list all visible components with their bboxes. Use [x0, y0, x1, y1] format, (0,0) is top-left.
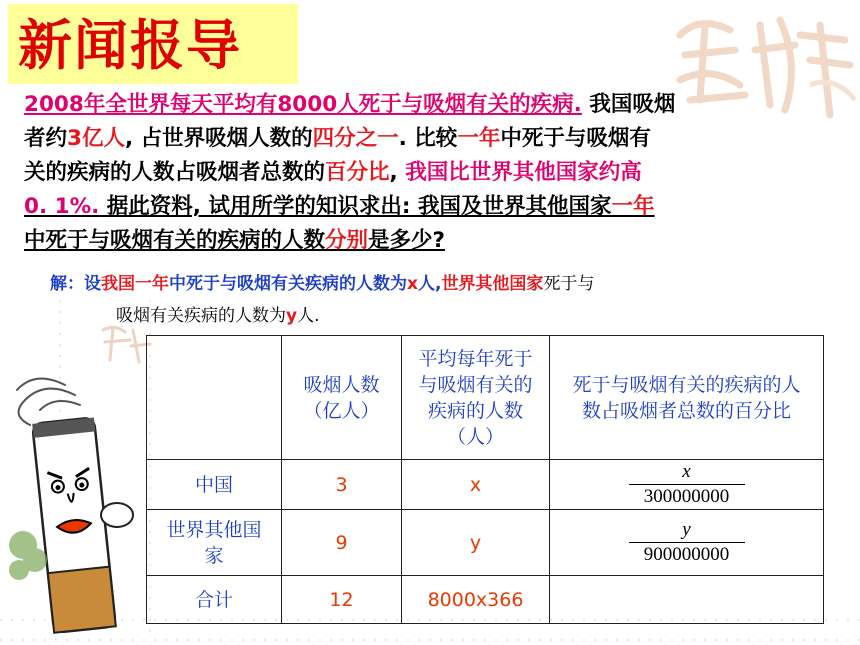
- row-label-text: 世界其他国家: [166, 518, 262, 567]
- fraction-denominator: 300000000: [643, 486, 730, 507]
- table-header-cell: [550, 336, 824, 460]
- table-row: [147, 576, 824, 624]
- paragraph-line-3: [24, 156, 844, 190]
- percentage-cell: [550, 576, 824, 624]
- fraction-numerator: y: [682, 519, 691, 540]
- deaths-cell: x: [402, 460, 550, 510]
- table-header-cell: [402, 336, 550, 460]
- highlight-text: 0. 1%.: [24, 194, 100, 219]
- text-run: . 比较: [398, 126, 458, 151]
- header-text: 死于与吸烟有关的疾病的人数占吸烟者总数的百分比: [572, 373, 801, 422]
- percentage-cell: [550, 460, 824, 510]
- fraction-denominator: 900000000: [643, 544, 730, 565]
- paragraph-line-5: [24, 224, 844, 258]
- data-table: [146, 335, 824, 624]
- table-header-cell-empty: [147, 336, 282, 460]
- text-run: 死于与: [543, 274, 595, 294]
- row-label: 合计: [147, 576, 282, 624]
- highlight-text: 四分之一: [312, 126, 399, 151]
- table-row: [147, 460, 824, 510]
- highlight-text: 2008年全世界每天平均有8000人死于与吸烟有关的疾病.: [24, 92, 582, 117]
- variable-x: x: [407, 274, 418, 294]
- text-run: 我国吸烟: [581, 92, 676, 117]
- fraction-bar: [629, 542, 745, 543]
- deaths-cell: y: [402, 510, 550, 576]
- text-run: 中死于与吸烟有关疾病的人数为: [169, 274, 407, 294]
- row-label: 中国: [147, 460, 282, 510]
- variable-y: y: [286, 306, 298, 326]
- highlight-text: 3亿人: [67, 126, 125, 151]
- text-run: 人,: [417, 274, 442, 294]
- highlight-text: 一年: [457, 126, 501, 151]
- text-run: 关的疾病的人数占吸烟者总数的: [24, 160, 326, 185]
- fraction-bar: [629, 484, 745, 485]
- deaths-cell: 8000x366: [402, 576, 550, 624]
- highlight-text: 我国比世界其他国家约高: [405, 160, 642, 185]
- highlight-text: 我国一年: [101, 274, 169, 294]
- row-label: [147, 510, 282, 576]
- text-run: 人.: [297, 306, 320, 326]
- paragraph-line-1: [24, 88, 844, 122]
- fraction-numerator: x: [682, 461, 691, 482]
- solution-line-2: [50, 300, 840, 332]
- solution-line-1: [50, 268, 840, 300]
- fraction: [629, 519, 745, 566]
- smokers-cell: 9: [282, 510, 402, 576]
- title-banner: [8, 4, 298, 84]
- table-row: [147, 510, 824, 576]
- table-header-cell: [282, 336, 402, 460]
- text-run: 解：设: [50, 274, 101, 294]
- cigarette-cartoon-icon: [5, 365, 145, 645]
- smokers-cell: 12: [282, 576, 402, 624]
- text-run: 中死于与吸烟有: [500, 126, 651, 151]
- paragraph-line-2: [24, 122, 844, 156]
- fraction: [629, 461, 745, 508]
- text-run: 是多少?: [368, 228, 446, 253]
- percentage-cell: [550, 510, 824, 576]
- solution-text: [50, 268, 840, 332]
- table-header-row: [147, 336, 824, 460]
- news-paragraph: [24, 88, 844, 258]
- header-text: 平均每年死于与吸烟有关的疾病的人数（人）: [418, 347, 533, 448]
- text-run: 者约: [24, 126, 68, 151]
- page-title: 新闻报导: [18, 14, 242, 77]
- smokers-cell: 3: [282, 460, 402, 510]
- highlight-text: 世界其他国家: [441, 274, 544, 294]
- highlight-text: 一年: [611, 194, 655, 219]
- text-run: 中死于与吸烟有关的疾病的人数: [24, 228, 326, 253]
- paragraph-line-4: [24, 190, 844, 224]
- text-run: , 占世界吸烟人数的: [124, 126, 313, 151]
- highlight-text: 分别: [325, 228, 369, 253]
- header-text: 吸烟人数（亿人）: [303, 373, 380, 422]
- text-run: 据此资料, 试用所学的知识求出: 我国及世界其他国家: [99, 194, 612, 219]
- text-run: ,: [389, 160, 406, 185]
- text-run: 吸烟有关疾病的人数为: [116, 306, 286, 326]
- highlight-text: 百分比: [325, 160, 390, 185]
